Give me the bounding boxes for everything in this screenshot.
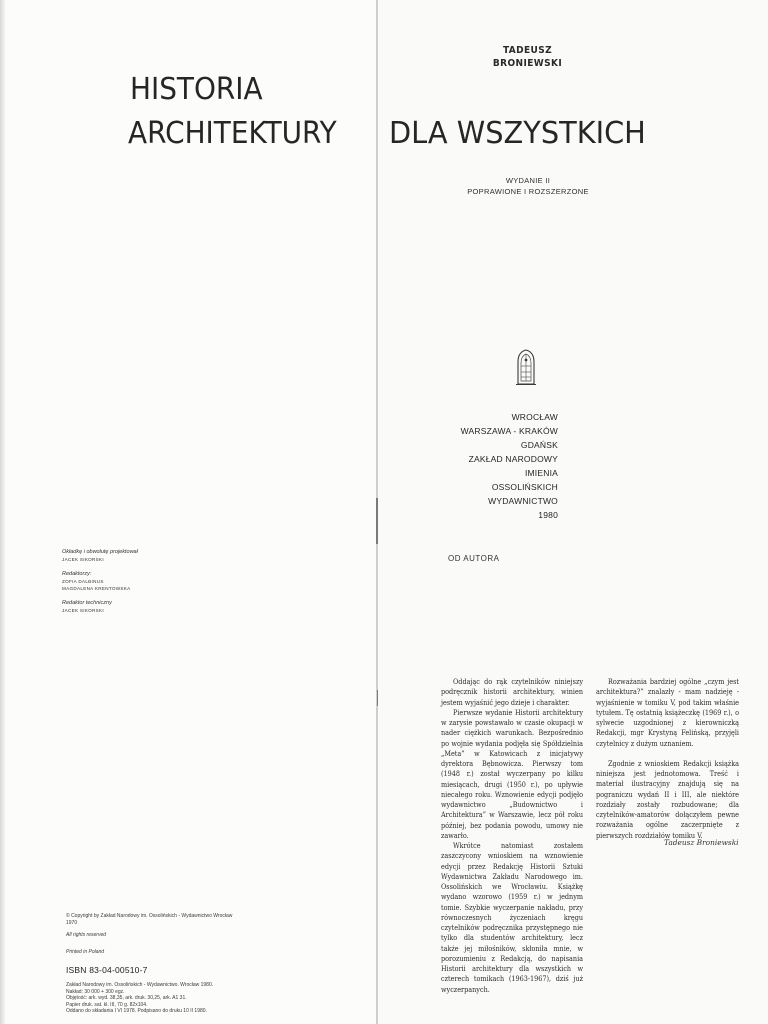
- foreword-column-right: [596, 677, 739, 841]
- foreword-paragraph: Oddając do rąk czytelników niniejszy podręcznik historii architektury, winien jestem wyjaśnić jego dzieje i charakter.: [441, 677, 583, 707]
- imprint-line: WROCŁAW: [511, 412, 558, 422]
- imprint-line: WYDAWNICTWO: [488, 496, 558, 506]
- imprint-line: GDAŃSK: [520, 440, 558, 450]
- editorial-credits: [62, 549, 262, 622]
- print-details: [66, 982, 276, 1015]
- scan-mark: [376, 498, 378, 544]
- edition-line-2: POPRAWIONE I ROZSZERZONE: [467, 187, 589, 196]
- scan-edge-shadow: [0, 0, 6, 1024]
- credit-group: [62, 600, 262, 614]
- rights-notice: All rights reserved: [66, 932, 107, 938]
- edition-line-1: WYDANIE II: [505, 176, 551, 185]
- printed-in-notice: Printed in Poland: [66, 948, 105, 955]
- credit-group: [62, 571, 262, 592]
- credit-label: Redaktorzy:: [62, 571, 92, 577]
- print-detail-line: Papier druk. sat. kl. III, 70 g. 82x104.: [66, 1001, 148, 1008]
- imprint-line: OSSOLIŃSKICH: [491, 482, 558, 492]
- colophon: [66, 913, 276, 1015]
- publisher-emblem-icon: [515, 348, 537, 386]
- left-page: [0, 0, 378, 1024]
- foreword-paragraph: Pierwsze wydanie Historii architektury w zarysie powstawało w czasie okupacji w nader ciężkich warunkach. Bezpośrednio po wojnie wydania podjęła się Spółdzielnia „Meta” w Katowicach z inicjatywy dyrektora Bębnowicza. Pierwszy tom (1948 r.) został wyczerpany po kilku miesiącach, drugi (1950 r.), po upływie niecałego roku. Wznowienie edycji podjęło wydawnictwo „Budownictwo i Architektura” w Warszawie, lecz pół roku później, bez podania powodu, umowy nie zawarło.: [441, 707, 583, 840]
- imprint-year: 1980: [538, 510, 558, 520]
- foreword-paragraph: Wkrótce natomiast zostałem zaszczycony wnioskiem na wznowienie edycji przez Redakcję Historii Sztuki Wydawnictwa Zakładu Narodowego im. Ossolińskich we Wrocławiu. Książkę wydano wzorowo (1959 r.) w jednym tomie. Szybkie wyczerpanie nakładu, przy równoczesnych życzeniach kręgu czytelników podręcznika przystępnego nie tylko dla studentów architektury, lecz także jej miłośników, skłoniła mnie, w porozumieniu z Redakcją, do napisania Historii architektury dla wszystkich w czterech tomikach (1963-1967), dziś już wyczerpanych.: [441, 841, 583, 994]
- book-title-line-2: ARCHITEKTURY: [128, 116, 337, 151]
- copyright-notice: © Copyright by Zakład Narodowy im. Ossolińskich - Wydawnictwo Wrocław 1970: [66, 913, 233, 926]
- scan-mark: [377, 690, 378, 706]
- credit-label: Okładkę i obwolutę projektował: [62, 549, 138, 555]
- imprint-line: ZAKŁAD NARODOWY: [468, 454, 558, 464]
- print-detail-line: Zakład Narodowy im. Ossolińskich - Wydawnictwo. Wrocław 1980.: [66, 982, 214, 988]
- credit-name: JACEK SIKORSKI: [62, 608, 104, 613]
- foreword-column-left: [441, 677, 583, 995]
- isbn: ISBN 83-04-00510-7: [66, 965, 148, 975]
- credit-name: ZOFIA DALBINUS: [62, 579, 104, 584]
- print-detail-line: Objętość: ark. wyd. 38,35, ark. druk. 30,25, ark. A1 31.: [66, 995, 187, 1001]
- credit-name: JACEK SIKORSKI: [62, 557, 104, 562]
- imprint-line: IMIENIA: [524, 468, 558, 478]
- book-title-line-3: DLA WSZYSTKICH: [389, 116, 646, 151]
- foreword-paragraph: Zgodnie z wnioskiem Redakcji książka niniejsza jest jednotomowa. Treść i materiał ilustracyjny znajdują się na pograniczu wydań II i III, ale niektóre rozdziały zostały rozbudowane; dla czytelników-amatorów dołączyłem pewne rozważania ogólne zaczerpnięte z pierwszych rozdziałów tomiku V.: [596, 758, 739, 840]
- imprint-line: WARSZAWA - KRAKÓW: [460, 426, 558, 436]
- book-title-line-1: HISTORIA: [130, 72, 263, 107]
- foreword-signature: Tadeusz Broniewski: [664, 838, 739, 847]
- author-last-name: BRONIEWSKI: [492, 58, 563, 69]
- publisher-imprint: [440, 410, 558, 522]
- author-first-name: TADEUSZ: [502, 45, 553, 56]
- foreword-paragraph: Rozważania bardziej ogólne „czym jest architektura?” znalazły - mam nadzieję - wyjaśnienie w tomiku V, pod takim właśnie tytułem. Tę ostatnią książeczkę (1969 r.), o sylwecie uzgodnionej z kierowniczką Redakcji, mgr Krystyną Felińską, przyjęli czytelnicy z dużym uznaniem.: [596, 677, 739, 748]
- edition-note: [428, 175, 628, 197]
- author-name: [480, 44, 575, 70]
- credit-group: [62, 549, 262, 563]
- credit-label: Redaktor techniczny: [62, 600, 112, 606]
- print-detail-line: Nakład: 30 000 + 300 egz.: [66, 988, 125, 995]
- credit-name: MAGDALENA KRENTOWSKA: [62, 586, 131, 591]
- foreword-heading: OD AUTORA: [448, 554, 500, 563]
- print-detail-line: Oddano do składania I VI 1978. Podpisano do druku 10 II 1980.: [66, 1008, 207, 1014]
